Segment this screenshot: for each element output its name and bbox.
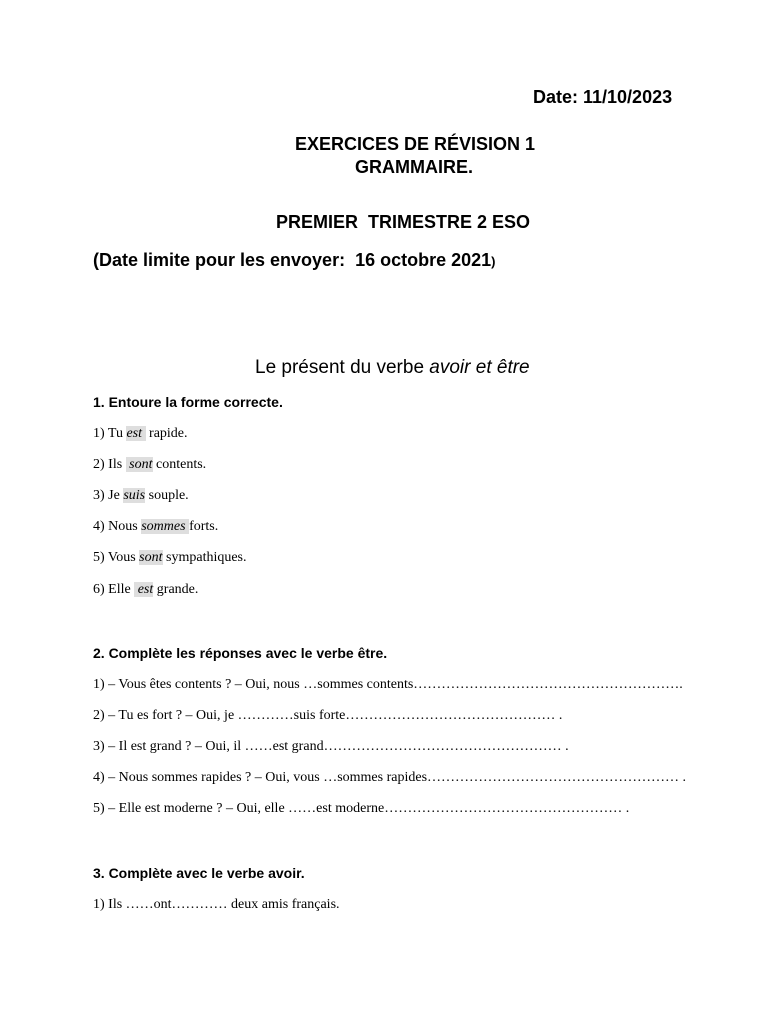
exercise-2-item: 1) – Vous êtes contents ? – Oui, nous …sommes contents………………………………………………….	[93, 676, 683, 692]
exercise-2-instruction: 2. Complète les réponses avec le verbe être.	[93, 644, 388, 661]
item-suffix: grande.	[153, 581, 199, 597]
deadline-note	[93, 249, 496, 273]
topic-heading	[255, 357, 530, 379]
exercise-1	[93, 387, 748, 605]
exercise-1-item	[93, 480, 748, 511]
item-suffix: rapide.	[145, 425, 188, 441]
exercise-1-item	[93, 574, 748, 605]
exercise-2-item: 4) – Nous sommes rapides ? – Oui, vous …sommes rapides……………………………………………… .	[93, 770, 687, 786]
exercise-2-item: 3) – Il est grand ? – Oui, il ……est grand…………………………………………… .	[93, 739, 569, 755]
document-title: EXERCICES DE RÉVISION 1	[295, 134, 536, 154]
exercise-1-item	[93, 449, 748, 480]
item-suffix: sympathiques.	[162, 550, 247, 566]
exercise-1-item	[93, 511, 748, 542]
item-prefix: 6) Elle	[93, 581, 135, 597]
topic-italic: avoir et être	[429, 357, 530, 378]
exercise-1-item	[93, 542, 748, 573]
deadline-closing-paren: )	[491, 254, 496, 269]
answer-highlight: est	[134, 581, 154, 597]
exercise-3-item: 1) Ils ……ont………… deux amis français.	[93, 896, 340, 912]
exercise-3	[93, 858, 748, 920]
deadline-text: (Date limite pour les envoyer: 16 octobre 2021	[93, 250, 492, 270]
exercise-1-instruction: 1. Entoure la forme correcte.	[93, 393, 283, 410]
answer-highlight: sommes	[141, 519, 190, 535]
exercise-2-item: 2) – Tu es fort ? – Oui, je …………suis forte……………………………………… .	[93, 707, 563, 723]
item-prefix: 3) Je	[93, 488, 124, 504]
topic-prefix: Le présent du verbe	[255, 357, 430, 378]
item-suffix: forts.	[189, 519, 219, 535]
exercise-2	[93, 638, 748, 825]
answer-highlight: suis	[123, 488, 146, 504]
item-suffix: souple.	[145, 488, 189, 504]
answer-highlight: sont	[125, 456, 153, 472]
document-date: Date: 11/10/2023	[533, 87, 673, 107]
item-prefix: 4) Nous	[93, 519, 142, 535]
item-prefix: 2) Ils	[93, 456, 126, 472]
answer-highlight: sont	[139, 550, 163, 566]
exercise-3-instruction: 3. Complète avec le verbe avoir.	[93, 864, 305, 881]
term-label: PREMIER TRIMESTRE 2 ESO	[276, 212, 531, 232]
item-suffix: contents.	[152, 456, 207, 472]
answer-highlight: est	[126, 425, 146, 441]
document-subtitle: GRAMMAIRE.	[355, 157, 473, 177]
exercise-2-item: 5) – Elle est moderne ? – Oui, elle ……est moderne…………………………………………… .	[93, 801, 630, 817]
exercise-1-item	[93, 418, 748, 449]
item-prefix: 5) Vous	[93, 550, 140, 566]
item-prefix: 1) Tu	[93, 425, 127, 441]
